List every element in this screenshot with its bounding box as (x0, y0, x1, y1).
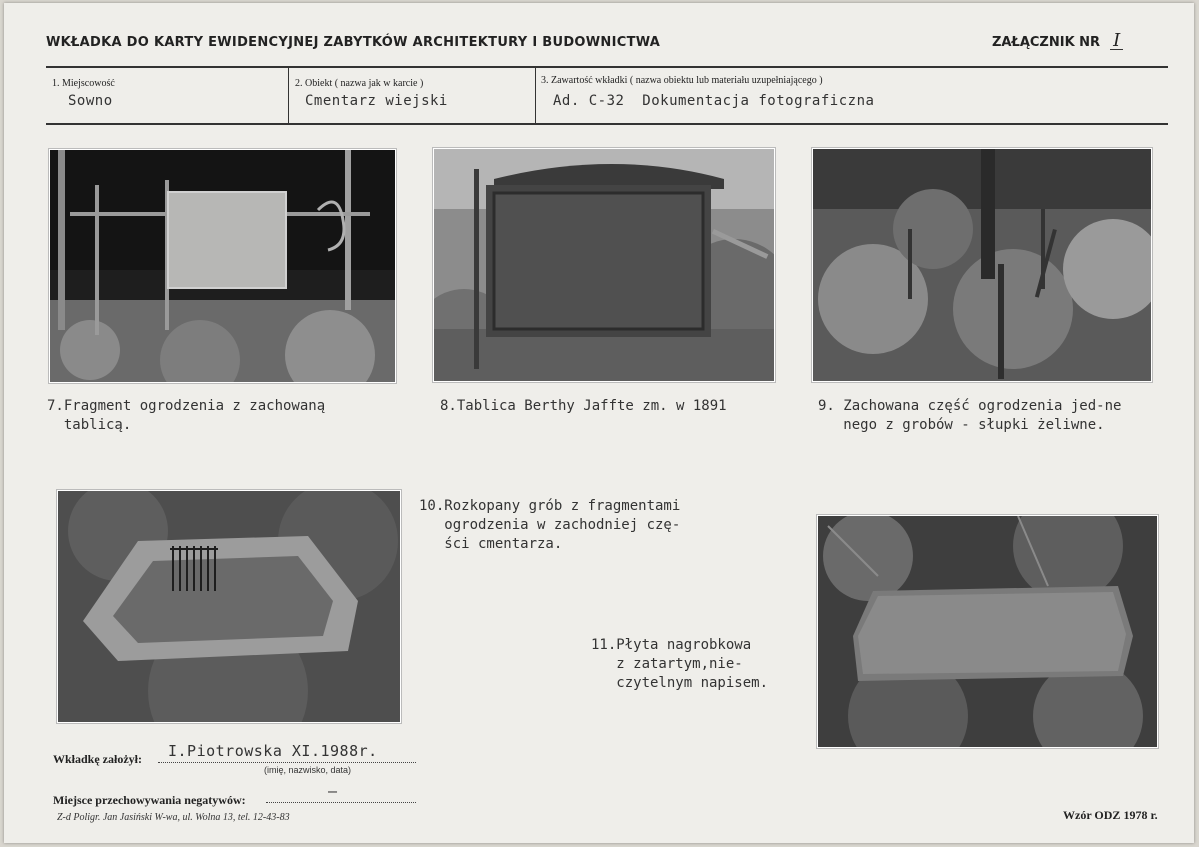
annex-label (992, 30, 1123, 51)
caption-8: 8.Tablica Berthy Jaffte zm. w 1891 (440, 398, 727, 414)
photo-7 (49, 149, 396, 383)
negatives-dotted-line (266, 802, 416, 803)
fence-with-plaque-photo (50, 150, 395, 382)
object-label: 2. Obiekt ( nazwa jak w karcie ) (295, 78, 424, 89)
author-hint: (imię, nazwisko, data) (264, 765, 352, 775)
tombstone-slab-photo (818, 516, 1157, 747)
locality-value: Sowno (68, 93, 113, 109)
annex-number: I (1110, 33, 1123, 50)
locality-label: 1. Miejscowość (52, 78, 115, 89)
field-divider-2 (535, 68, 536, 123)
author-label: Wkładkę założył: (53, 752, 142, 766)
caption-11: 11.Płyta nagrobkowa z zatartym,nie- czytelnym napisem. (591, 637, 769, 691)
fence-posts-photo (813, 149, 1151, 381)
header-top-rule (46, 66, 1168, 68)
object-value: Cmentarz wiejski (305, 93, 448, 109)
author-dotted-line (158, 762, 416, 763)
caption-9: 9. Zachowana część ogrodzenia jed-ne nego z grobów - słupki żeliwne. (818, 398, 1122, 433)
photo-10 (57, 490, 401, 723)
caption-10: 10.Rozkopany grób z fragmentami ogrodzenia w zachodniej czę- ści cmentarza. (419, 498, 681, 552)
form-model: Wzór ODZ 1978 r. (1063, 808, 1158, 822)
photo-9 (812, 148, 1152, 382)
caption-7: 7.Fragment ogrodzenia z zachowaną tablicą. (47, 398, 326, 433)
photo-8 (433, 148, 775, 382)
photo-11 (817, 515, 1158, 748)
contents-label: 3. Zawartość wkładki ( nazwa obiektu lub materiału uzupełniającego ) (541, 75, 823, 86)
printer-imprint: Z-d Poligr. Jan Jasiński W-wa, ul. Wolna 13, tel. 12-43-83 (57, 812, 290, 823)
dug-grave-photo (58, 491, 400, 722)
author-value: I.Piotrowska XI.1988r. (168, 742, 378, 760)
negatives-value: – (328, 782, 338, 800)
contents-value: Ad. C-32 Dokumentacja fotograficzna (553, 93, 875, 109)
negatives-label: Miejsce przechowywania negatywów: (53, 793, 246, 807)
header-bottom-rule (46, 123, 1168, 125)
grave-plaque-photo (434, 149, 774, 381)
annex-label-text: ZAŁĄCZNIK NR (992, 35, 1101, 50)
document-title: WKŁADKA DO KARTY EWIDENCYJNEJ ZABYTKÓW ARCHITEKTURY I BUDOWNICTWA (46, 35, 661, 50)
field-divider-1 (288, 68, 289, 123)
